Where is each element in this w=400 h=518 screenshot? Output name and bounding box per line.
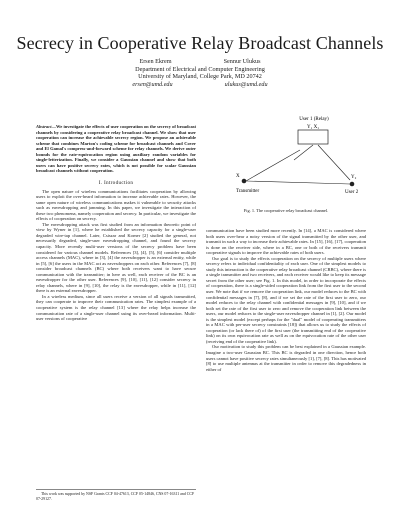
affiliation-department: Department of Electrical and Computer Engineering: [135, 65, 265, 73]
body-paragraph: In a wireless medium, since all users receive a version of all signals transmitted, they can cooperate to improve their communication rates. The simplest example of a cooperative system is the relay channel [13] where the relay helps increase the communication rate of a single-user channel using its over-heard information. Multi-user versions of cooperative: [36, 293, 196, 322]
relay-broadcast-diagram: [206, 114, 366, 210]
author-emails: [0, 81, 400, 89]
footnote: This work was supported by NSF Grants CCF 04-47613, CCF 05-14846, CNS 07-16311 and CCF 07-29127.: [36, 489, 196, 501]
label-y2: Y₂: [351, 175, 357, 180]
transmitter-node: [242, 179, 247, 184]
author-name: Sennur Ulukus: [223, 58, 261, 65]
relay-box: [298, 130, 328, 144]
right-column: [206, 228, 366, 372]
figure-caption: Fig. 1. The cooperative relay broadcast channel.: [243, 208, 329, 213]
author-block: [0, 58, 400, 88]
source-to-user2-line: [246, 181, 350, 184]
body-paragraph: communication have been studied more recently. In [14], a MAC is considered where both users over-hear a noisy version of the signal transmitted by the other user, and transmit in such a way to increase their achievable rates. In [15], [16], [17], cooperation is done on the receiver side, where in a BC, one or both of the receivers transmit cooperative signals to improve the achievable rates of both users.: [206, 228, 366, 256]
figure-diagram: [206, 114, 366, 210]
abstract-lead: Abstract: [36, 124, 52, 129]
body-paragraph: Our goal is to study the effects cooperation on the secrecy of multiple users where secrecy refers to individual confidentiality of each user. One of the simplest models to study this interaction is the cooperative relay broadcast channel (CRBC), where there is a single transmitter and two receivers, and each receiver would like to keep its message secret from the other user; see Fig. 1. In this model, in order to incorporate the effects of cooperation, there is a single-sided cooperation link from the first user to the second user. We note that if we remove the cooperation link, our model reduces to the BC with confidential messages in [7], [8], and if we set the rate of the first user to zero, our model reduces to the relay channel with confidential messages in [9], [10], and if we both set the rate of the first user to zero and remove the cooperation link between the users, our model reduces to the single-user eavesdropper channel in [1], [2]. Our model is the simplest model (except perhaps for the "dual" model of cooperating transmitters in a MAC with per-user secrecy constraints [18]) that allows us to study the effects of cooperation (or lack there of) of the first user (the transmitting end of the cooperative link) on its own equivocation rate as well as on the equivocation rate of the other user (receiving end of the cooperative link).: [206, 255, 366, 344]
label-user-relay: User 1 (Relay): [299, 117, 329, 122]
relay-link-in: [294, 145, 313, 160]
label-y1x1: Y₁ X₁: [307, 125, 319, 130]
affiliation-university: University of Maryland, College Park, MD 20742: [138, 73, 262, 81]
body-paragraph: Our motivation to study this problem can be best explained in a Gaussian example. Imagine a two-user Gaussian BC. This BC is degraded in one direction, hence both users cannot have positive secrecy rates simultaneously [1], [7], [8]. This has motivated [8] to use multiple antennas at the transmitter in order to remove this degradedness in either of: [206, 344, 366, 372]
label-user2: User 2: [345, 190, 359, 195]
author-email: ulukus@umd.edu: [224, 80, 268, 88]
author-name: Ersen Ekrem: [139, 58, 172, 65]
abstract: [36, 124, 196, 174]
label-transmitter: Transmitter: [236, 189, 260, 194]
relay-link-out: [318, 145, 350, 180]
abstract-text: —We investigate the effects of user cooperation on the secrecy of broadcast channels by considering a cooperative relay broadcast channel. We show that user cooperation can increase the achievable secrecy region. We propose an achievable scheme that combines Marton's coding scheme for broadcast channels and Cover and El Gamal's compress-and-forward scheme for relay channels. We derive outer bounds for the rate-equivocation region using auxiliary random variables for single-letterization. Finally, we consider a Gaussian channel and show that both users can have positive secrecy rates, which is not possible for scalar Gaussian broadcast channels without cooperation.: [36, 124, 196, 173]
author-email: ersen@umd.edu: [132, 80, 173, 88]
paper-title: Secrecy in Cooperative Relay Broadcast Channels: [16, 33, 384, 53]
body-paragraph: The open nature of wireless communications facilitates cooperation by allowing users to exploit the over-heard information to increase achievable rates. However, the same open nature of wireless communications makes it vulnerable to security attacks such as eavesdropping and jamming. In this paper, we investigate the interaction of these two phenomena, namely cooperation and secrecy. In particular, we investigate the effects of cooperation on secrecy.: [36, 188, 196, 222]
user2-node: [350, 182, 355, 187]
label-x: X: [236, 174, 240, 179]
left-column: [36, 124, 196, 322]
author-names: [0, 58, 400, 66]
body-paragraph: The eavesdropping attack was first studied from an information theoretic point of view by Wyner in [1], where he established the secrecy capacity for a single-user degraded wire-tap channel. Later, Csiszar and Korner [2] studied the general, not necessarily degraded, single-user eavesdropping channel, and found the secrecy capacity. More recently multi-user versions of the secrecy problem have been considered for various channel models. References [3], [4], [5], [6] consider multiple access channels (MAC), where in [3], [4] the eavesdropper is an external entity, while in [5], [6] the users in the MAC act as eavesdroppers on each other. References [7], [8] consider broadcast channels (BC) where both receivers want to have secure communication with the transmitter; in here as well, each receiver of the BC is an eavesdropper for the other user. References [9], [10], [11], [12] consider secrecy in relay channels, where in [9], [10], the relay is the eavesdropper, while in [11], [12] there is an external eavesdropper.: [36, 221, 196, 294]
source-to-relay-line: [246, 150, 300, 181]
section-heading: I. Introduction: [98, 179, 134, 186]
